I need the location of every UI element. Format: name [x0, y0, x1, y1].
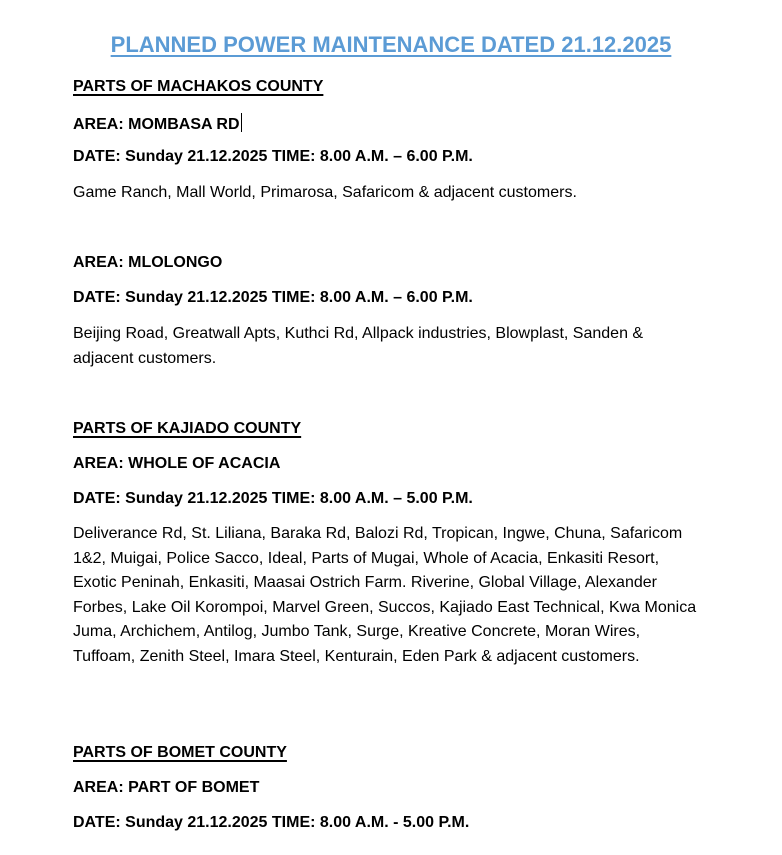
area-label-mlolongo: AREA: MLOLONGO — [73, 254, 223, 271]
date-time-mombasa-rd: DATE: Sunday 21.12.2025 TIME: 8.00 A.M. – 6.00 P.M. — [73, 148, 473, 165]
area-label-part-of-bomet: AREA: PART OF BOMET — [73, 779, 260, 796]
document-title: PLANNED POWER MAINTENANCE DATED 21.12.2025 — [110, 32, 672, 57]
area-label-whole-of-acacia: AREA: WHOLE OF ACACIA — [73, 455, 281, 472]
places-whole-of-acacia: Deliverance Rd, St. Liliana, Baraka Rd, Balozi Rd, Tropican, Ingwe, Chuna, Safaricom 1&2, Muigai, Police Sacco, Ideal, Parts of Mugai, Whole of Acacia, Enkasiti Resort, Exotic Peninah, Enkasiti, Maasai Ostrich Farm. Riverine, Global Village, Alexander Forbes, Lake Oil Korompoi, Marvel Green, Succos, Kajiado East Technical, Kwa Monica Juma, Archichem, Antilog, Jumbo Tank, Surge, Kreative Concrete, Moran Wires, Tuffoam, Zenith Steel, Imara Steel, Kenturain, Eden Park & adjacent customers. — [73, 525, 697, 665]
county-heading-bomet: PARTS OF BOMET COUNTY — [73, 744, 287, 761]
date-time-mlolongo: DATE: Sunday 21.12.2025 TIME: 8.00 A.M. – 6.00 P.M. — [73, 289, 473, 306]
area-label-mombasa-rd — [73, 113, 242, 134]
county-heading-kajiado: PARTS OF KAJIADO COUNTY — [73, 420, 302, 437]
places-mlolongo: Beijing Road, Greatwall Apts, Kuthci Rd, Allpack industries, Blowplast, Sanden & adjacent customers. — [73, 325, 644, 367]
area-label-text: AREA: MOMBASA RD — [73, 116, 240, 133]
county-heading-machakos: PARTS OF MACHAKOS COUNTY — [73, 78, 324, 95]
date-time-whole-of-acacia: DATE: Sunday 21.12.2025 TIME: 8.00 A.M. – 5.00 P.M. — [73, 490, 473, 507]
places-mombasa-rd: Game Ranch, Mall World, Primarosa, Safaricom & adjacent customers. — [73, 184, 577, 201]
text-cursor — [241, 113, 242, 132]
date-time-part-of-bomet: DATE: Sunday 21.12.2025 TIME: 8.00 A.M. - 5.00 P.M. — [73, 814, 470, 831]
